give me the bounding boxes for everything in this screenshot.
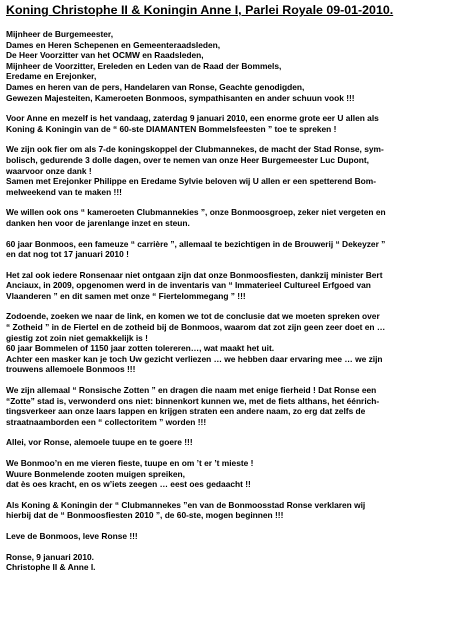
paragraph [6,270,458,302]
text-line: We zijn allemaal “ Ronsische Zotten ” en dragen die naam met enige fierheid ! Dat Ronse een [6,385,377,396]
text-line: Mijnheer de Burgemeester, [6,29,114,39]
text-line: Anciaux, in 2009, opgenomen werd in de inventaris van “ Immaterieel Cultureel Erfgoed van [6,280,371,291]
text-line: tingsverkeer aan onze laars lappen en krijgen straten een andere naam, zo erg dat zelfs de [6,406,366,417]
text-line: trouwens allemoele Bonmoos !!! [6,364,136,375]
text-line: Samen met Erejonker Philippe en Eredame Sylvie beloven wij U allen er een spetterend Bom- [6,176,377,187]
paragraph [6,207,458,228]
text-line: hierbij dat de “ Bonmoosfiesten 2010 ”, de 60-ste, mogen beginnen !!! [6,510,284,521]
paragraph [6,552,458,573]
text-line: Als Koning & Koningin der “ Clubmannekes ”en van de Bonmoosstad Ronse verklaren wij [6,499,366,510]
text-line: De Heer Voorzitter van het OCMW en Raadsleden, [6,50,204,61]
text-line: en dat nog tot 17 januari 2010 ! [6,249,129,260]
text-line: Eredame en Erejonker, [6,71,97,82]
text-line: Gewezen Majesteiten, Kameroeten Bonmoos, sympathisanten en ander schuun vook !!! [6,92,355,103]
text-line: “ Zotheid ” in de Fiertel en de zotheid bij de Bonmoos, waarom dat zot zijn geen zeer doet en … [6,322,386,333]
paragraph [6,144,458,197]
paragraph [6,311,458,375]
paragraph [6,385,458,427]
text-line: Koning & Koningin van de “ 60-ste DIAMANTEN Bommelsfeesten ” toe te spreken ! [6,123,337,134]
paragraph [6,29,458,103]
text-line: 60 jaar Bommelen of 1150 jaar zotten tolereren…, wat maakt het uit. [6,343,275,354]
text-line: 60 jaar Bonmoos, een fameuze “ carrière ”, allemaal te bezichtigen in de Brouwerij “ Dekeyzer ” [6,238,386,249]
text-line: Allei, vor Ronse, alemoele tuupe en te goere !!! [6,437,193,448]
text-line: waarvoor onze dank ! [6,165,92,176]
paragraph [6,531,458,542]
text-line: melweekend van te maken !!! [6,186,122,197]
paragraph [6,500,458,521]
text-line: bolisch, gedurende 3 dolle dagen, over te nemen van onze Heer Burgemeester Luc Dupont, [6,154,369,165]
paragraph [6,437,458,448]
text-line: Vlaanderen ” en dit samen met onze “ Fiertelommegang ” !!! [6,290,246,301]
text-line: Achter een masker kan je toch Uw gezicht verliezen … we hebben daar ervaring mee … we zijn [6,353,383,364]
text-line: giestig zot zoin niet gemakkelijk is ! [6,332,148,343]
text-line: We zijn ook fier om als 7-de koningskoppel der Clubmannekes, de macht der Stad Ronse, sym- [6,144,384,155]
text-line: We willen ook ons “ kameroeten Clubmannekies ”, onze Bonmoosgroep, zeker niet vergeten en [6,207,386,218]
paragraph [6,458,458,490]
text-line: dat ès oes kracht, en os w’iets zeegen … eest oes gedaacht !! [6,479,251,490]
document-title: Koning Christophe II & Koningin Anne I, Parlei Royale 09-01-2010. [6,3,394,17]
text-line: Dames en Heren Schepenen en Gemeenteraadsleden, [6,39,221,50]
text-line: Wuure Bonmelende zooten muigen spreiken, [6,468,186,479]
text-line: “Zotte” stad is, verwonderd ons niet: binnenkort kunnen we, met de fiets althans, het éénrich- [6,395,380,406]
document-body [6,29,458,573]
text-line: We Bonmoo’n en me vieren fieste, tuupe en om ’t er ’t mieste ! [6,458,254,468]
text-line: Leve de Bonmoos, leve Ronse !!! [6,530,138,541]
text-line: Voor Anne en mezelf is het vandaag, zaterdag 9 januari 2010, een enorme grote eer U allen als [6,113,379,124]
paragraph [6,113,458,134]
text-line: Mijnheer de Voorzitter, Ereleden en Leden van de Raad der Bommels, [6,60,282,71]
text-line: Dames en heren van de pers, Handelaren van Ronse, Geachte genodigden, [6,81,305,92]
text-line: Ronse, 9 januari 2010. [6,551,94,562]
text-line: Zodoende, zoeken we naar de link, en komen we tot de conclusie dat we moeten spreken over [6,311,380,322]
text-line: Het zal ook iedere Ronsenaar niet ontgaan zijn dat onze Bonmoosfiesten, dankzij minister Bert [6,269,383,280]
text-line: straatnaamborden een “ collectoritem ” worden !!! [6,416,207,427]
paragraph [6,239,458,260]
text-line: danken hen voor de jarenlange inzet en steun. [6,217,190,228]
text-line: Christophe II & Anne I. [6,562,96,573]
